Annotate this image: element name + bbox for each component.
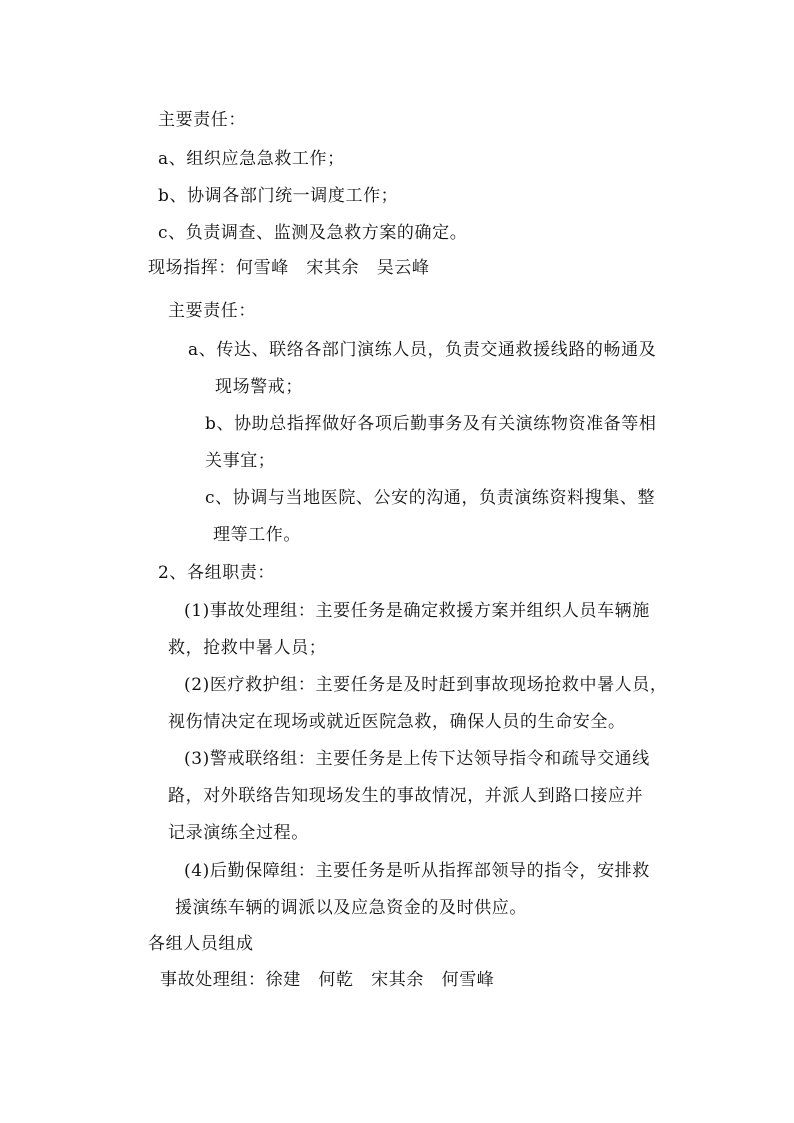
site-duty-a: a、传达、联络各部门演练人员，负责交通救援线路的畅通及 xyxy=(188,340,657,360)
site-duty-c-cont: 理等工作。 xyxy=(213,525,301,545)
group-duty-1: (1)事故处理组：主要任务是确定救援方案并组织人员车辆施 xyxy=(184,601,650,621)
group-duty-4: (4)后勤保障组：主要任务是听从指挥部领导的指令，安排救 xyxy=(184,861,650,881)
group-members-heading: 各组人员组成 xyxy=(148,934,254,954)
group-duty-1-cont: 救，抢救中暑人员； xyxy=(168,638,327,658)
group-duty-3-cont2: 记录演练全过程。 xyxy=(168,823,309,843)
responsibility-item-c: c、负责调查、监测及急救方案的确定。 xyxy=(158,223,468,243)
responsibility-heading-2: 主要责任： xyxy=(168,301,256,321)
site-duty-b: b、协助总指挥做好各项后勤事务及有关演练物资准备等相 xyxy=(205,414,657,434)
site-duty-a-cont: 现场警戒； xyxy=(215,377,303,397)
group-duty-3-cont: 路，对外联络告知现场发生的事故情况，并派人到路口接应并 xyxy=(168,786,644,806)
site-command-line: 现场指挥：何雪峰 宋其余 吴云峰 xyxy=(148,258,430,278)
responsibility-item-b: b、协调各部门统一调度工作； xyxy=(158,186,399,206)
group-duty-2-cont: 视伤情决定在现场或就近医院急救，确保人员的生命安全。 xyxy=(168,712,626,732)
group-duty-3: (3)警戒联络组：主要任务是上传下达领导指令和疏导交通线 xyxy=(184,749,650,769)
responsibility-item-a: a、组织应急急救工作； xyxy=(158,149,345,169)
group-duty-2: (2)医疗救护组：主要任务是及时赶到事故现场抢救中暑人员， xyxy=(184,675,668,695)
section-heading-2: 2、各组职责： xyxy=(158,563,276,583)
site-duty-b-cont: 关事宜； xyxy=(205,451,276,471)
responsibility-heading-1: 主要责任： xyxy=(158,110,246,130)
site-duty-c: c、协调与当地医院、公安的沟通，负责演练资料搜集、整 xyxy=(205,488,656,508)
accident-group-members: 事故处理组：徐建 何乾 宋其余 何雪峰 xyxy=(160,970,495,990)
group-duty-4-cont: 援演练车辆的调派以及应急资金的及时供应。 xyxy=(175,898,527,918)
